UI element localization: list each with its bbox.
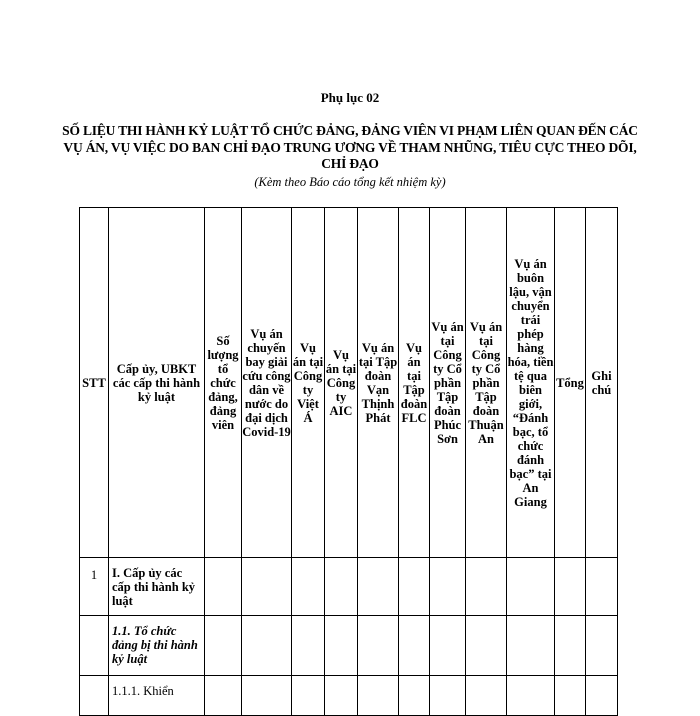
- row-label: I. Cấp ủy các cấp thi hành kỷ luật: [109, 558, 205, 616]
- table-cell: [507, 616, 555, 676]
- table-cell: [430, 616, 466, 676]
- header-covid-flights-case: Vụ án chuyến bay giải cứu công dân về nước do đại dịch Covid-19: [242, 208, 292, 558]
- table-cell: [466, 558, 507, 616]
- header-viet-a-case: Vụ án tại Công ty Việt Á: [292, 208, 325, 558]
- header-an-giang-smuggling-case: Vụ án buôn lậu, vận chuyển trái phép hàng hóa, tiền tệ qua biên giới, “Đánh bạc, tổ chức đánh bạc” tại An Giang: [507, 208, 555, 558]
- table-cell: [358, 558, 399, 616]
- document-subtitle: (Kèm theo Báo cáo tổng kết nhiệm kỳ): [254, 175, 446, 189]
- table-cell: [555, 558, 586, 616]
- table-cell: [242, 558, 292, 616]
- table-cell: [205, 616, 242, 676]
- table-cell: [586, 558, 618, 616]
- table-cell: [586, 616, 618, 676]
- table-cell: [358, 676, 399, 716]
- table-cell: [205, 676, 242, 716]
- table-row: [80, 558, 618, 616]
- table-cell: [325, 616, 358, 676]
- header-notes: Ghi chú: [586, 208, 618, 558]
- header-flc-case: Vụ án tại Tập đoàn FLC: [399, 208, 430, 558]
- document-title: SỐ LIỆU THI HÀNH KỶ LUẬT TỔ CHỨC ĐẢNG, ĐẢNG VIÊN VI PHẠM LIÊN QUAN ĐẾN CÁC VỤ ÁN, VỤ VIỆC DO BAN CHỈ ĐẠO TRUNG ƯƠNG VỀ THAM NHŨNG, TIÊU CỰC THEO DÕI, CHỈ ĐẠO: [62, 123, 638, 171]
- table-header-row: [80, 208, 618, 558]
- table-cell: [399, 558, 430, 616]
- header-count: Số lượng tổ chức đảng, đảng viên: [205, 208, 242, 558]
- table-cell: [555, 616, 586, 676]
- header-phuc-son-case: Vụ án tại Công ty Cổ phần Tập đoàn Phúc Sơn: [430, 208, 466, 558]
- row-label: 1.1. Tổ chức đảng bị thi hành kỷ luật: [109, 616, 205, 676]
- table-cell: [399, 676, 430, 716]
- header-van-thinh-phat-case: Vụ án tại Tập đoàn Vạn Thịnh Phát: [358, 208, 399, 558]
- table-row: [80, 616, 618, 676]
- table-cell: [292, 616, 325, 676]
- table-cell: [430, 558, 466, 616]
- table-cell: [292, 676, 325, 716]
- table-cell: [507, 558, 555, 616]
- table-row: [80, 676, 618, 716]
- row-stt: [80, 616, 109, 676]
- table-cell: [555, 676, 586, 716]
- table-cell: [586, 676, 618, 716]
- table-cell: [399, 616, 430, 676]
- table-cell: [292, 558, 325, 616]
- table-cell: [358, 616, 399, 676]
- header-disciplining-body: Cấp ủy, UBKT các cấp thi hành kỷ luật: [109, 208, 205, 558]
- table-cell: [466, 676, 507, 716]
- header-thuan-an-case: Vụ án tại Công ty Cổ phần Tập đoàn Thuận An: [466, 208, 507, 558]
- table-cell: [242, 616, 292, 676]
- header-aic-case: Vụ án tại Công ty AIC: [325, 208, 358, 558]
- table-cell: [242, 676, 292, 716]
- header-total: Tổng: [555, 208, 586, 558]
- row-stt: [80, 676, 109, 716]
- table-cell: [430, 676, 466, 716]
- discipline-table: [79, 207, 618, 716]
- table-cell: [325, 558, 358, 616]
- appendix-label: Phụ lục 02: [320, 90, 380, 105]
- table-cell: [507, 676, 555, 716]
- header-stt: STT: [80, 208, 109, 558]
- table-cell: [205, 558, 242, 616]
- table-cell: [325, 676, 358, 716]
- table-cell: [466, 616, 507, 676]
- row-label: 1.1.1. Khiển: [109, 676, 205, 716]
- row-stt: 1: [80, 558, 109, 616]
